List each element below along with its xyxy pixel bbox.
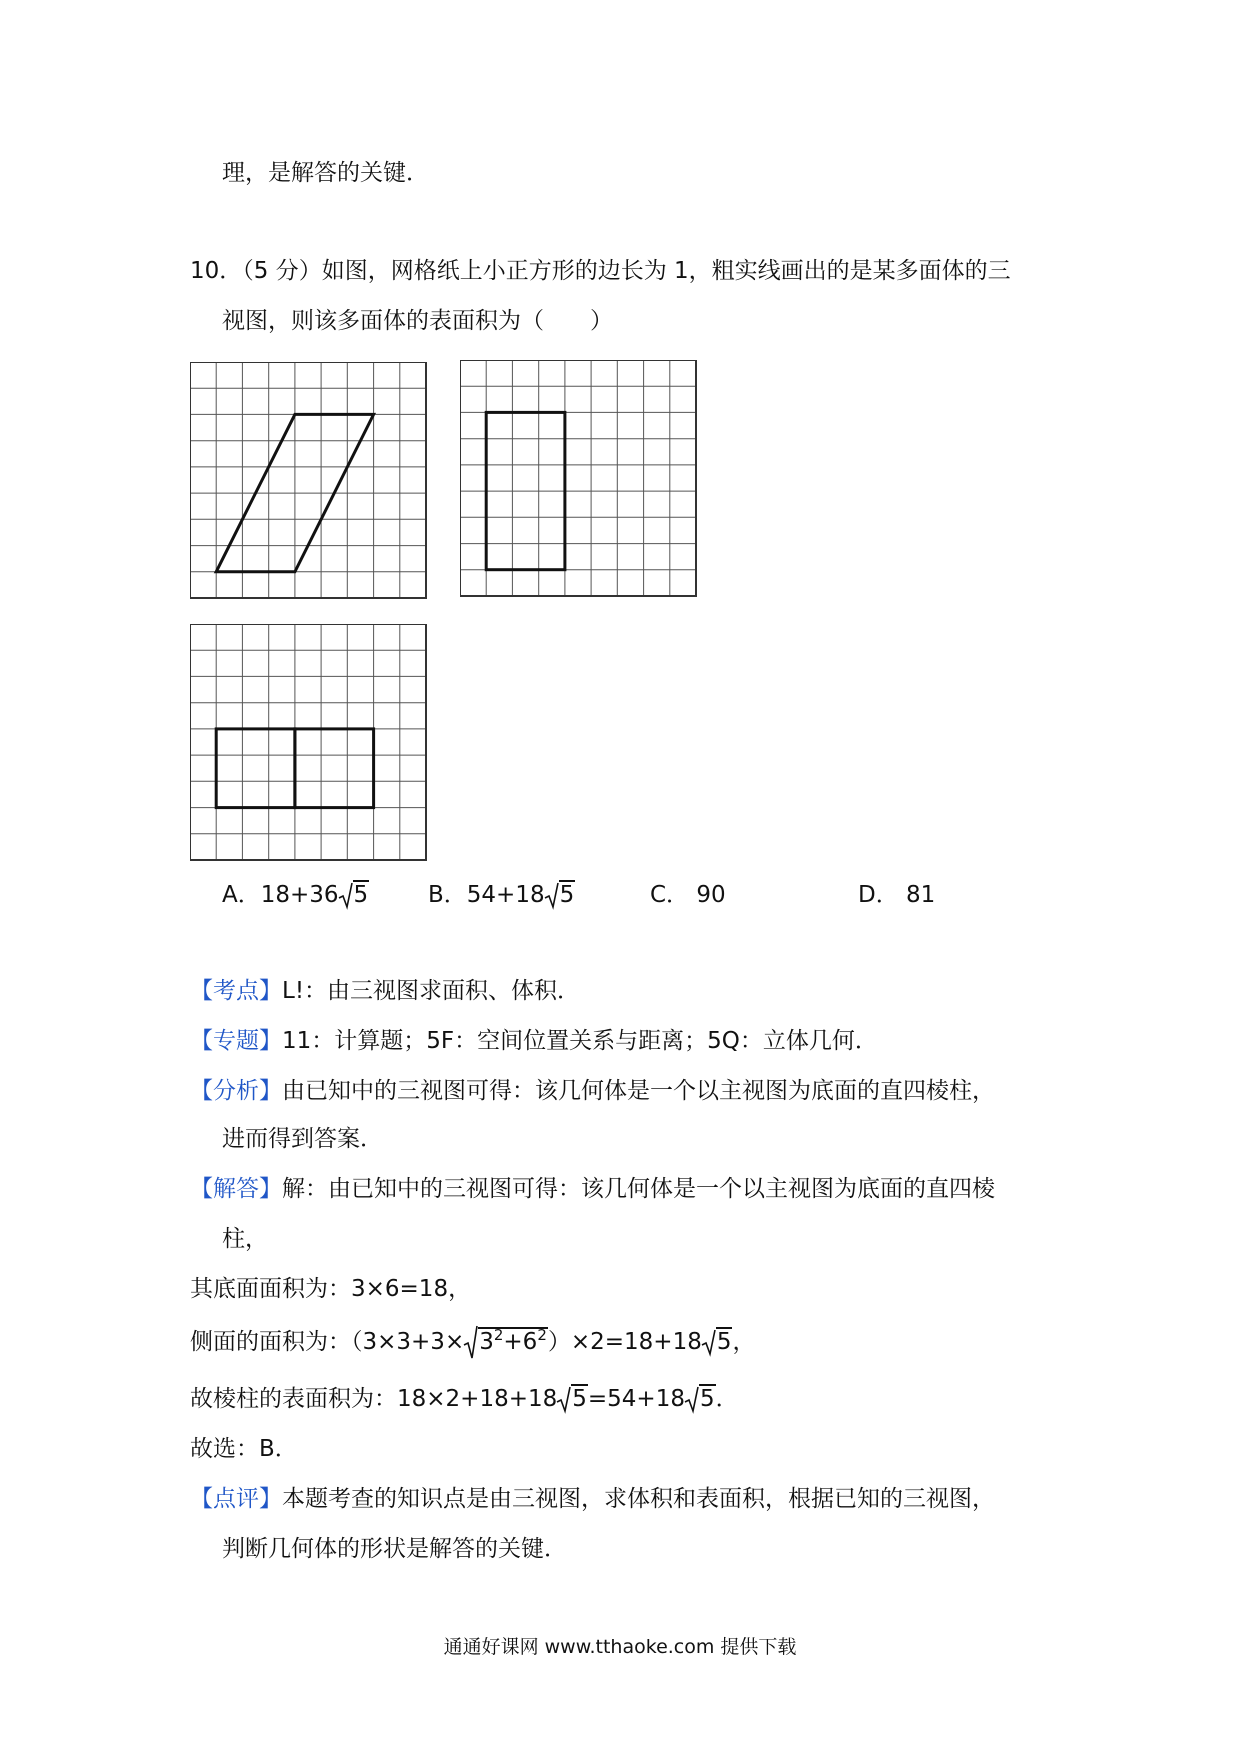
fenxi-line-1 [190, 1076, 995, 1106]
option-a-prefix: 18+36 [260, 882, 339, 908]
total-area-mid: =54+18 [587, 1386, 685, 1412]
option-a-label: A． [222, 882, 261, 908]
fenxi-line-2: 进而得到答案． [222, 1126, 383, 1152]
previous-answer-tail: 理，是解答的关键． [222, 160, 429, 186]
option-b [428, 880, 575, 910]
radicand-exponent-b: 2 [537, 1326, 547, 1344]
side-area-radicand-end: 5 [716, 1329, 732, 1355]
radical-sign-icon [464, 1325, 478, 1359]
total-area-radicand-1: 5 [572, 1386, 587, 1412]
option-d: D． 81 [858, 882, 936, 908]
fenxi-text-1: 由已知中的三视图可得：该几何体是一个以主视图为底面的直四棱柱， [282, 1078, 995, 1104]
fenxi-tag: 【分析】 [190, 1078, 282, 1104]
total-area-line [190, 1384, 739, 1414]
sqrt-symbol [339, 880, 370, 910]
radical-sign-icon [702, 1329, 716, 1355]
zhuanti-text: 11：计算题；5F：空间位置关系与距离；5Q：立体几何． [282, 1028, 878, 1054]
total-area-end: ． [715, 1386, 739, 1412]
total-area-radicand-2: 5 [699, 1386, 715, 1412]
side-area-radicand [478, 1327, 548, 1355]
radical-sign-icon [339, 882, 353, 908]
option-c: C． 90 [650, 882, 726, 908]
page-footer: 通通好课网 www.tthaoke.com 提供下载 [443, 1636, 797, 1658]
jieda-line-1 [190, 1174, 995, 1204]
side-view-grid [460, 360, 700, 600]
choice-line: 故选：B． [190, 1436, 298, 1462]
radicand-base-a: 3 [479, 1329, 494, 1355]
sqrt-symbol [557, 1384, 588, 1414]
radical-sign-icon [685, 1386, 699, 1412]
base-area-line: 其底面面积为：3×6=18， [190, 1276, 472, 1302]
side-area-suffix: ）×2=18+18 [547, 1329, 702, 1355]
jieda-text-1: 解：由已知中的三视图可得：该几何体是一个以主视图为底面的直四棱 [282, 1176, 995, 1202]
radical-sign-icon [545, 882, 559, 908]
sqrt-symbol [685, 1384, 716, 1414]
option-b-radicand: 5 [559, 882, 575, 908]
side-area-line [190, 1327, 755, 1359]
dianping-tag: 【点评】 [190, 1486, 282, 1512]
radicand-exponent-a: 2 [493, 1326, 504, 1344]
question-line-1: 10．（5 分）如图，网格纸上小正方形的边长为 1，粗实线画出的是某多面体的三 [190, 258, 1011, 284]
dianping-line-2: 判断几何体的形状是解答的关键． [222, 1536, 567, 1562]
side-area-end: ， [732, 1329, 756, 1355]
question-line-2: 视图，则该多面体的表面积为（ ） [222, 308, 613, 334]
sqrt-symbol [702, 1327, 733, 1357]
kaodian-text: L!：由三视图求面积、体积． [282, 978, 581, 1004]
zhuanti-tag: 【专题】 [190, 1028, 282, 1054]
kaodian-tag: 【考点】 [190, 978, 282, 1004]
dianping-text-1: 本题考查的知识点是由三视图，求体积和表面积，根据已知的三视图， [282, 1486, 995, 1512]
option-b-prefix: 54+18 [466, 882, 545, 908]
side-area-prefix: 侧面的面积为：（3×3+3× [190, 1329, 465, 1355]
total-area-prefix: 故棱柱的表面积为：18×2+18+18 [190, 1386, 558, 1412]
option-a [222, 880, 369, 910]
option-a-radicand: 5 [353, 882, 369, 908]
zhuanti-line [190, 1026, 878, 1056]
radical-sign-icon [557, 1386, 571, 1412]
radicand-plus: +6 [503, 1329, 538, 1355]
sqrt-symbol [545, 880, 576, 910]
top-view-grid [190, 624, 430, 864]
front-view-grid [190, 362, 430, 602]
kaodian-line [190, 976, 580, 1006]
jieda-line-2: 柱， [222, 1226, 268, 1252]
dianping-line-1 [190, 1484, 995, 1514]
sqrt-symbol [464, 1327, 548, 1359]
option-b-label: B． [428, 882, 467, 908]
jieda-tag: 【解答】 [190, 1176, 282, 1202]
